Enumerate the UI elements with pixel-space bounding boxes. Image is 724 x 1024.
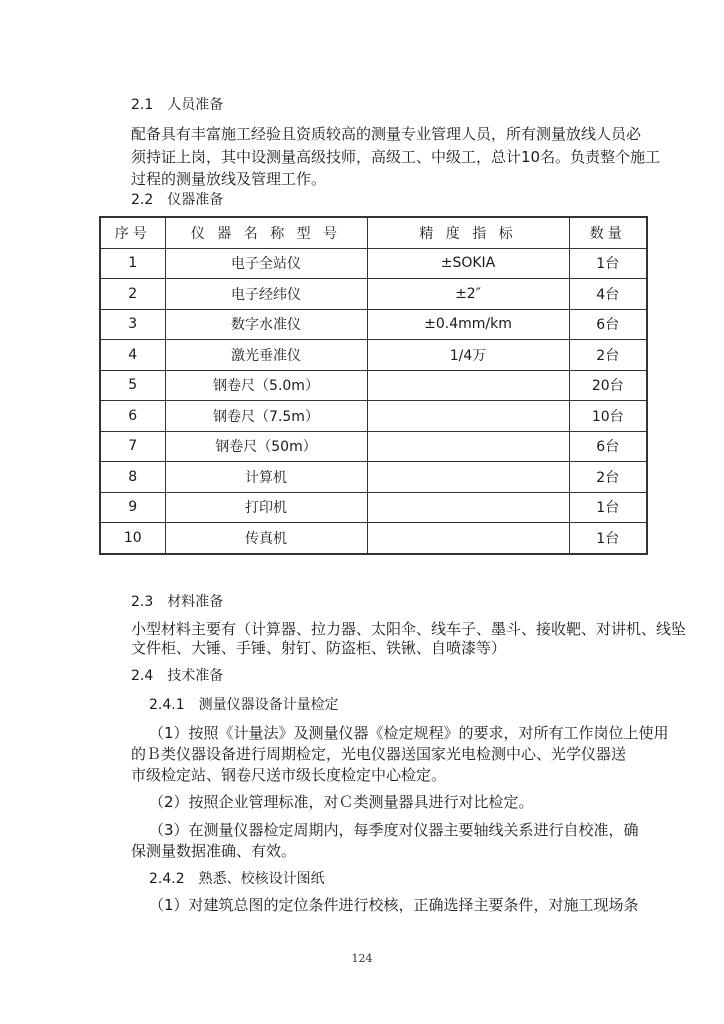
header-no: 序号 <box>100 217 165 248</box>
cell-instrument: 钢卷尺（7.5m） <box>165 401 367 432</box>
cell-no: 5 <box>100 370 165 401</box>
cell-accuracy <box>367 401 569 432</box>
paragraph-line: （2）按照企业管理标准，对Ｃ类测量器具进行对比检定。 <box>149 793 534 811</box>
cell-accuracy <box>367 492 569 523</box>
cell-quantity: 4台 <box>569 279 647 310</box>
paragraph-line: 小型材料主要有（计算器、拉力器、太阳伞、线车子、墨斗、接收靶、对讲机、线坠 <box>131 620 687 638</box>
cell-quantity: 6台 <box>569 309 647 340</box>
instrument-table <box>99 216 648 555</box>
cell-no: 6 <box>100 401 165 432</box>
table-row <box>100 401 647 432</box>
cell-quantity: 2台 <box>569 340 647 371</box>
cell-accuracy: ±0.4mm/km <box>367 309 569 340</box>
table-row <box>100 279 647 310</box>
table-row <box>100 492 647 523</box>
cell-instrument: 电子全站仪 <box>165 248 367 279</box>
cell-quantity: 1台 <box>569 523 647 554</box>
table-row <box>100 248 647 279</box>
cell-instrument: 打印机 <box>165 492 367 523</box>
header-accuracy: 精 度 指 标 <box>367 217 569 248</box>
cell-quantity: 2台 <box>569 462 647 493</box>
paragraph-line: （1）按照《计量法》及测量仪器《检定规程》的要求，对所有工作岗位上使用 <box>149 724 669 742</box>
paragraph-line: 的Ｂ类仪器设备进行周期检定，光电仪器送国家光电检测中心、光学仪器送 <box>131 745 627 763</box>
paragraph-line: 配备具有丰富施工经验且资质较高的测量专业管理人员，所有测量放线人员必 <box>131 125 642 143</box>
cell-no: 9 <box>100 492 165 523</box>
cell-no: 3 <box>100 309 165 340</box>
cell-accuracy <box>367 462 569 493</box>
section-2-4-2-heading: 2.4.2 熟悉、校核设计图纸 <box>149 871 325 887</box>
cell-quantity: 20台 <box>569 370 647 401</box>
cell-instrument: 钢卷尺（50m） <box>165 431 367 462</box>
cell-no: 1 <box>100 248 165 279</box>
table-row <box>100 340 647 371</box>
cell-quantity: 1台 <box>569 492 647 523</box>
cell-instrument: 电子经纬仪 <box>165 279 367 310</box>
section-2-3-heading: 2.3 材料准备 <box>131 594 224 610</box>
cell-accuracy: ±SOKIA <box>367 248 569 279</box>
paragraph-line: 保测量数据准确、有效。 <box>131 842 297 860</box>
paragraph-line: 市级检定站、钢卷尺送市级长度检定中心检定。 <box>131 766 447 784</box>
cell-accuracy: ±2″ <box>367 279 569 310</box>
paragraph-line: 文件柜、大锤、手锤、射钉、防盗柜、铁锹、自喷漆等） <box>131 639 507 657</box>
cell-no: 7 <box>100 431 165 462</box>
table-row <box>100 309 647 340</box>
cell-quantity: 1台 <box>569 248 647 279</box>
cell-quantity: 10台 <box>569 401 647 432</box>
table-row <box>100 523 647 554</box>
cell-instrument: 激光垂准仪 <box>165 340 367 371</box>
table-row <box>100 370 647 401</box>
cell-accuracy <box>367 431 569 462</box>
paragraph-line: （3）在测量仪器检定周期内，每季度对仪器主要轴线关系进行自校准，确 <box>149 821 639 839</box>
section-2-2-heading: 2.2 仪器准备 <box>131 192 224 208</box>
header-instrument: 仪 器 名 称 型 号 <box>165 217 367 248</box>
cell-quantity: 6台 <box>569 431 647 462</box>
table-row <box>100 462 647 493</box>
cell-no: 4 <box>100 340 165 371</box>
cell-instrument: 计算机 <box>165 462 367 493</box>
section-2-4-1-heading: 2.4.1 测量仪器设备计量检定 <box>149 697 339 713</box>
cell-instrument: 数字水准仪 <box>165 309 367 340</box>
cell-accuracy <box>367 370 569 401</box>
cell-no: 8 <box>100 462 165 493</box>
page-number: 124 <box>351 952 373 965</box>
section-2-4-heading: 2.4 技术准备 <box>131 668 224 684</box>
cell-instrument: 传真机 <box>165 523 367 554</box>
cell-instrument: 钢卷尺（5.0m） <box>165 370 367 401</box>
paragraph-line: 须持证上岗，其中设测量高级技师，高级工、中级工，总计10名。负责整个施工 <box>131 148 661 166</box>
cell-accuracy <box>367 523 569 554</box>
section-2-1-heading: 2.1 人员准备 <box>131 97 224 113</box>
table-row <box>100 431 647 462</box>
header-quantity: 数量 <box>569 217 647 248</box>
paragraph-line: （1）对建筑总图的定位条件进行校核，正确选择主要条件，对施工现场条 <box>149 896 639 914</box>
table-header-row <box>100 217 647 248</box>
cell-accuracy: 1/4万 <box>367 340 569 371</box>
cell-no: 2 <box>100 279 165 310</box>
cell-no: 10 <box>100 523 165 554</box>
paragraph-line: 过程的测量放线及管理工作。 <box>131 170 327 188</box>
